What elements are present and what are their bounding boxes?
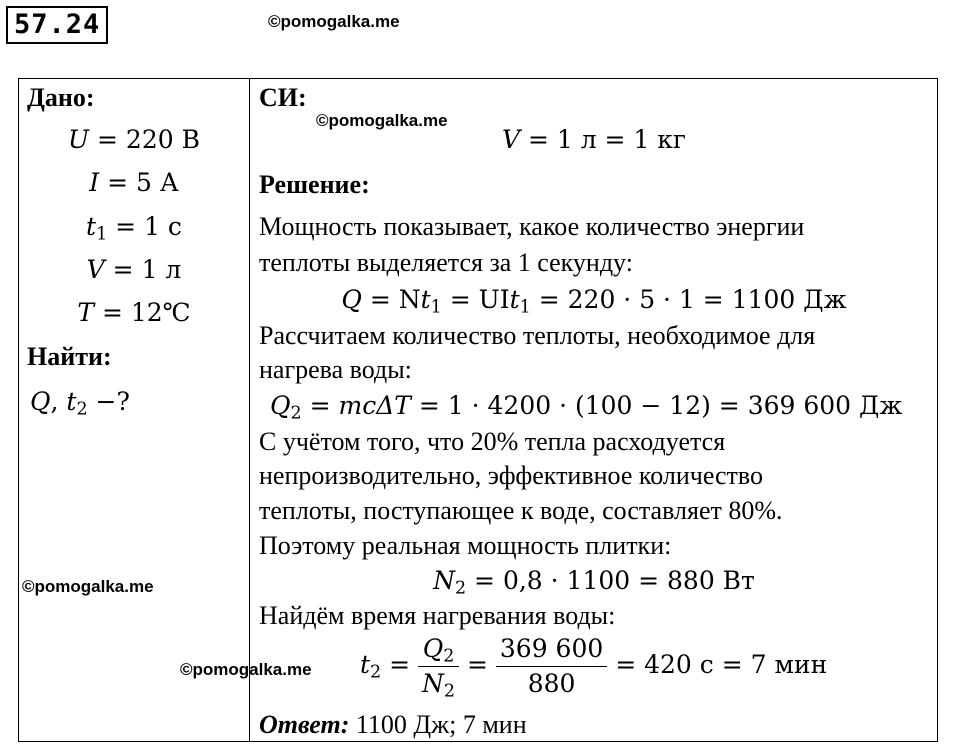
watermark-left: ©pomogalka.me (22, 577, 154, 596)
given-heading: Дано: (27, 83, 95, 112)
solution-text-1b: теплоты выделяется за 1 секунду: (259, 248, 633, 277)
watermark-si: ©pomogalka.me (316, 111, 448, 130)
equation-heat-q: $Q = Nt_1 = UIt_1 = 220 \cdot 5 \cdot 1 = 1100$ Дж (341, 285, 847, 318)
answer-label: Ответ: (259, 710, 350, 739)
solution-text-4: Поэтому реальная мощность плитки: (259, 531, 672, 560)
find-heading: Найти: (27, 342, 112, 371)
column-divider (249, 78, 250, 742)
solution-heading: Решение: (259, 170, 370, 199)
equation-power-n2: $N_2 = 0,8 \cdot 1100 = 880$ Вт (433, 566, 755, 599)
fraction-q2-n2: $\frac{Q_2}{N_2}$ (418, 632, 459, 701)
answer-line (259, 710, 527, 740)
si-conversion: V = 1 л = 1 кг (501, 125, 687, 154)
given-current: I = 5 А (89, 168, 179, 197)
watermark-bottom: ©pomogalka.me (180, 660, 312, 679)
given-volume: V = 1 л (86, 255, 182, 284)
equation-time-t2: $t_2$ = $\frac{Q_2}{N_2}$ = $\frac{369 600}{880}$ = 420 с = 7 мин (360, 634, 828, 702)
si-heading: СИ: (259, 83, 307, 112)
given-voltage: U = 220 В (68, 125, 200, 154)
solution-text-2b: нагрева воды: (259, 355, 412, 384)
watermark-top: ©pomogalka.me (268, 12, 400, 31)
given-temperature: T = 12℃ (77, 298, 191, 327)
problem-number: 57.24 (6, 6, 108, 44)
solution-text-3b: непроизводительно, эффективное количество (259, 461, 764, 490)
solution-text-5: Найдём время нагревания воды: (259, 601, 616, 630)
solution-text-2a: Рассчитаем количество теплоты, необходимое для (259, 321, 816, 350)
equation-heat-q2: $Q_2 = mc\Delta T = 1 \cdot 4200 \cdot (100 - 12) = 369$ 600 Дж (270, 391, 903, 424)
solution-text-1a: Мощность показывает, какое количество энергии (259, 212, 805, 241)
solution-text-3a: С учётом того, что 20% тепла расходуется (259, 427, 726, 456)
fraction-values: $\frac{369 600}{880}$ (496, 632, 607, 701)
answer-value: 1100 Дж; 7 мин (349, 710, 527, 739)
solution-text-3c: теплоты, поступающее к воде, составляет 80%. (259, 496, 783, 525)
given-time: $t_1 = 1$ с (86, 212, 182, 245)
find-unknowns: Q, $t_2$ −? (30, 387, 130, 420)
